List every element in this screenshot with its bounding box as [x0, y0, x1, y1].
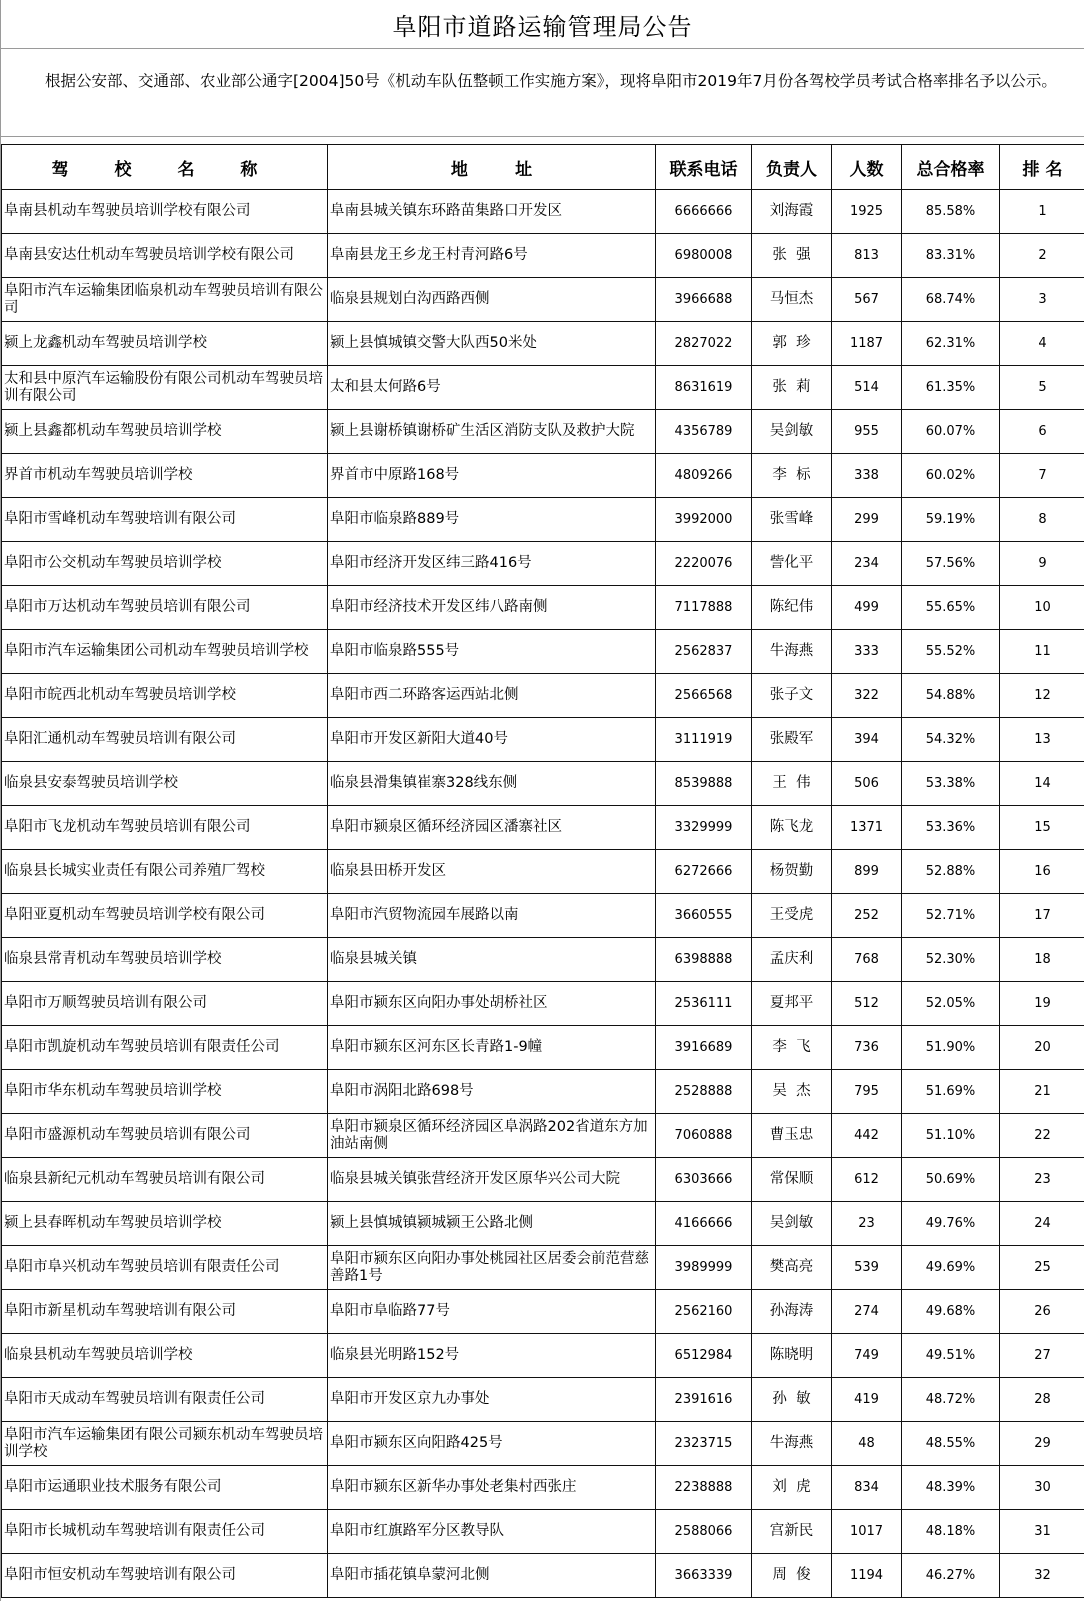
cell-school-name: 阜阳市盛源机动车驾驶员培训有限公司	[2, 1114, 328, 1158]
cell-phone: 2391616	[656, 1378, 752, 1422]
cell-rank: 18	[1000, 938, 1084, 982]
cell-person: 牛海燕	[752, 1422, 832, 1466]
cell-person: 孙 敏	[752, 1378, 832, 1422]
cell-rate: 61.35%	[902, 366, 1000, 410]
cell-person: 李 飞	[752, 1026, 832, 1070]
cell-count: 234	[832, 542, 902, 586]
cell-address: 颍上县慎城镇交警大队西50米处	[328, 322, 656, 366]
cell-school-name: 阜南县机动车驾驶员培训学校有限公司	[2, 190, 328, 234]
cell-school-name: 阜阳市阜兴机动车驾驶员培训有限责任公司	[2, 1246, 328, 1290]
cell-school-name: 阜阳市天成动车驾驶员培训有限责任公司	[2, 1378, 328, 1422]
cell-rate: 59.19%	[902, 498, 1000, 542]
cell-phone: 2827022	[656, 322, 752, 366]
cell-school-name: 阜南县安达仕机动车驾驶员培训学校有限公司	[2, 234, 328, 278]
cell-phone: 2323715	[656, 1422, 752, 1466]
cell-count: 442	[832, 1114, 902, 1158]
cell-rate: 52.88%	[902, 850, 1000, 894]
cell-person: 陈纪伟	[752, 586, 832, 630]
cell-rank: 24	[1000, 1202, 1084, 1246]
cell-school-name: 临泉县安泰驾驶员培训学校	[2, 762, 328, 806]
cell-school-name: 阜阳市长城机动车驾驶培训有限责任公司	[2, 1510, 328, 1554]
table-row	[2, 1422, 1084, 1466]
cell-rank: 2	[1000, 234, 1084, 278]
cell-school-name: 临泉县常青机动车驾驶员培训学校	[2, 938, 328, 982]
cell-address: 阜阳市西二环路客运西站北侧	[328, 674, 656, 718]
cell-school-name: 颍上县春晖机动车驾驶员培训学校	[2, 1202, 328, 1246]
table-header-row	[2, 145, 1084, 190]
cell-rate: 49.69%	[902, 1246, 1000, 1290]
cell-rate: 68.74%	[902, 278, 1000, 322]
table-row	[2, 1466, 1084, 1510]
cell-rate: 51.10%	[902, 1114, 1000, 1158]
cell-address: 颍上县慎城镇颍城颍王公路北侧	[328, 1202, 656, 1246]
cell-count: 813	[832, 234, 902, 278]
cell-phone: 3660555	[656, 894, 752, 938]
cell-person: 张 强	[752, 234, 832, 278]
cell-phone: 3966688	[656, 278, 752, 322]
cell-school-name: 阜阳市凯旋机动车驾驶员培训有限责任公司	[2, 1026, 328, 1070]
cell-school-name: 阜阳亚夏机动车驾驶员培训学校有限公司	[2, 894, 328, 938]
cell-rate: 62.31%	[902, 322, 1000, 366]
cell-address: 阜阳市开发区新阳大道40号	[328, 718, 656, 762]
cell-address: 阜阳市涡阳北路698号	[328, 1070, 656, 1114]
cell-phone: 4356789	[656, 410, 752, 454]
cell-person: 马恒杰	[752, 278, 832, 322]
cell-rate: 48.72%	[902, 1378, 1000, 1422]
cell-address: 阜阳市红旗路军分区教导队	[328, 1510, 656, 1554]
table-row	[2, 1334, 1084, 1378]
cell-rate: 85.58%	[902, 190, 1000, 234]
cell-person: 刘 虎	[752, 1466, 832, 1510]
table-row	[2, 982, 1084, 1026]
cell-school-name: 阜阳市汽车运输集团临泉机动车驾驶员培训有限公司	[2, 278, 328, 322]
cell-rate: 55.65%	[902, 586, 1000, 630]
cell-person: 郭 珍	[752, 322, 832, 366]
cell-phone: 3663339	[656, 1554, 752, 1598]
table-row	[2, 938, 1084, 982]
cell-address: 阜阳市阜临路77号	[328, 1290, 656, 1334]
table-row	[2, 674, 1084, 718]
cell-school-name: 阜阳市皖西北机动车驾驶员培训学校	[2, 674, 328, 718]
cell-count: 795	[832, 1070, 902, 1114]
table-row	[2, 278, 1084, 322]
cell-address: 临泉县城关镇张营经济开发区原华兴公司大院	[328, 1158, 656, 1202]
cell-address: 临泉县光明路152号	[328, 1334, 656, 1378]
cell-rank: 13	[1000, 718, 1084, 762]
cell-phone: 3916689	[656, 1026, 752, 1070]
cell-rate: 51.69%	[902, 1070, 1000, 1114]
cell-phone: 8631619	[656, 366, 752, 410]
cell-school-name: 临泉县机动车驾驶员培训学校	[2, 1334, 328, 1378]
cell-school-name: 阜阳市万顺驾驶员培训有限公司	[2, 982, 328, 1026]
cell-address: 阜阳市经济技术开发区纬八路南侧	[328, 586, 656, 630]
cell-school-name: 颍上县鑫都机动车驾驶员培训学校	[2, 410, 328, 454]
cell-count: 1187	[832, 322, 902, 366]
cell-rate: 52.05%	[902, 982, 1000, 1026]
table-row	[2, 366, 1084, 410]
cell-phone: 3111919	[656, 718, 752, 762]
cell-rate: 54.32%	[902, 718, 1000, 762]
cell-phone: 8539888	[656, 762, 752, 806]
cell-count: 512	[832, 982, 902, 1026]
cell-phone: 2220076	[656, 542, 752, 586]
header-count: 人数	[832, 145, 902, 190]
cell-school-name: 阜阳市新星机动车驾驶培训有限公司	[2, 1290, 328, 1334]
cell-rate: 60.02%	[902, 454, 1000, 498]
table-row	[2, 322, 1084, 366]
cell-phone: 4809266	[656, 454, 752, 498]
table-row	[2, 1158, 1084, 1202]
table-row	[2, 1026, 1084, 1070]
cell-count: 749	[832, 1334, 902, 1378]
cell-rank: 28	[1000, 1378, 1084, 1422]
intro-paragraph: 根据公安部、交通部、农业部公通字[2004]50号《机动车队伍整顿工作实施方案》，现将阜阳市2019年7月份各驾校学员考试合格率排名予以公示。	[1, 49, 1084, 137]
cell-school-name: 阜阳市汽车运输集团有限公司颍东机动车驾驶员培训学校	[2, 1422, 328, 1466]
cell-school-name: 阜阳市万达机动车驾驶员培训有限公司	[2, 586, 328, 630]
cell-person: 张子文	[752, 674, 832, 718]
table-row	[2, 234, 1084, 278]
cell-person: 王 伟	[752, 762, 832, 806]
cell-rank: 20	[1000, 1026, 1084, 1070]
header-school-name: 驾 校 名 称	[2, 145, 328, 190]
cell-count: 48	[832, 1422, 902, 1466]
header-phone: 联系电话	[656, 145, 752, 190]
cell-count: 899	[832, 850, 902, 894]
cell-person: 樊高亮	[752, 1246, 832, 1290]
cell-rate: 46.27%	[902, 1554, 1000, 1598]
cell-count: 514	[832, 366, 902, 410]
cell-address: 阜南县城关镇东环路苗集路口开发区	[328, 190, 656, 234]
cell-rank: 10	[1000, 586, 1084, 630]
cell-rate: 57.56%	[902, 542, 1000, 586]
cell-rank: 1	[1000, 190, 1084, 234]
cell-phone: 6512984	[656, 1334, 752, 1378]
cell-phone: 6272666	[656, 850, 752, 894]
cell-count: 768	[832, 938, 902, 982]
cell-address: 阜阳市经济开发区纬三路416号	[328, 542, 656, 586]
cell-phone: 6398888	[656, 938, 752, 982]
cell-rank: 19	[1000, 982, 1084, 1026]
table-row	[2, 454, 1084, 498]
cell-school-name: 界首市机动车驾驶员培训学校	[2, 454, 328, 498]
cell-phone: 2562837	[656, 630, 752, 674]
cell-person: 訾化平	[752, 542, 832, 586]
cell-person: 杨贺勤	[752, 850, 832, 894]
cell-count: 274	[832, 1290, 902, 1334]
cell-address: 临泉县田桥开发区	[328, 850, 656, 894]
cell-school-name: 阜阳市飞龙机动车驾驶员培训有限公司	[2, 806, 328, 850]
cell-person: 常保顺	[752, 1158, 832, 1202]
cell-count: 612	[832, 1158, 902, 1202]
cell-rank: 32	[1000, 1554, 1084, 1598]
cell-rate: 48.18%	[902, 1510, 1000, 1554]
cell-count: 1194	[832, 1554, 902, 1598]
cell-rank: 14	[1000, 762, 1084, 806]
cell-phone: 2536111	[656, 982, 752, 1026]
cell-person: 宫新民	[752, 1510, 832, 1554]
table-row	[2, 718, 1084, 762]
cell-address: 阜阳市临泉路889号	[328, 498, 656, 542]
cell-school-name: 阜阳市公交机动车驾驶员培训学校	[2, 542, 328, 586]
table-row	[2, 1114, 1084, 1158]
cell-rank: 9	[1000, 542, 1084, 586]
cell-person: 夏邦平	[752, 982, 832, 1026]
cell-phone: 6980008	[656, 234, 752, 278]
cell-school-name: 太和县中原汽车运输股份有限公司机动车驾驶员培训有限公司	[2, 366, 328, 410]
table-row	[2, 1246, 1084, 1290]
cell-rank: 22	[1000, 1114, 1084, 1158]
cell-person: 周 俊	[752, 1554, 832, 1598]
table-row	[2, 1378, 1084, 1422]
cell-count: 567	[832, 278, 902, 322]
cell-count: 499	[832, 586, 902, 630]
cell-count: 736	[832, 1026, 902, 1070]
page-title: 阜阳市道路运输管理局公告	[1, 0, 1084, 49]
cell-address: 颍上县谢桥镇谢桥矿生活区消防支队及救护大院	[328, 410, 656, 454]
cell-phone: 3329999	[656, 806, 752, 850]
cell-person: 吴剑敏	[752, 1202, 832, 1246]
cell-phone: 2528888	[656, 1070, 752, 1114]
cell-person: 刘海霞	[752, 190, 832, 234]
cell-address: 阜阳市颍东区向阳办事处胡桥社区	[328, 982, 656, 1026]
cell-rate: 49.68%	[902, 1290, 1000, 1334]
cell-rate: 51.90%	[902, 1026, 1000, 1070]
header-person: 负责人	[752, 145, 832, 190]
cell-phone: 2566568	[656, 674, 752, 718]
cell-rank: 30	[1000, 1466, 1084, 1510]
cell-address: 阜阳市开发区京九办事处	[328, 1378, 656, 1422]
cell-person: 张殿军	[752, 718, 832, 762]
cell-address: 临泉县滑集镇崔寨328线东侧	[328, 762, 656, 806]
cell-school-name: 阜阳市华东机动车驾驶员培训学校	[2, 1070, 328, 1114]
cell-rate: 50.69%	[902, 1158, 1000, 1202]
cell-phone: 7060888	[656, 1114, 752, 1158]
cell-address: 太和县太何路6号	[328, 366, 656, 410]
cell-phone: 6303666	[656, 1158, 752, 1202]
cell-rate: 49.76%	[902, 1202, 1000, 1246]
header-address: 地 址	[328, 145, 656, 190]
cell-phone: 4166666	[656, 1202, 752, 1246]
cell-school-name: 阜阳市汽车运输集团公司机动车驾驶员培训学校	[2, 630, 328, 674]
cell-rate: 53.36%	[902, 806, 1000, 850]
cell-address: 阜阳市插花镇阜蒙河北侧	[328, 1554, 656, 1598]
cell-rank: 26	[1000, 1290, 1084, 1334]
ranking-table	[1, 144, 1084, 1598]
cell-rank: 17	[1000, 894, 1084, 938]
cell-count: 1371	[832, 806, 902, 850]
cell-address: 阜阳市汽贸物流园车展路以南	[328, 894, 656, 938]
cell-rank: 12	[1000, 674, 1084, 718]
cell-count: 338	[832, 454, 902, 498]
cell-rank: 15	[1000, 806, 1084, 850]
cell-school-name: 阜阳市雪峰机动车驾驶培训有限公司	[2, 498, 328, 542]
table-row	[2, 586, 1084, 630]
cell-rate: 53.38%	[902, 762, 1000, 806]
table-row	[2, 1554, 1084, 1598]
cell-phone: 7117888	[656, 586, 752, 630]
cell-rank: 25	[1000, 1246, 1084, 1290]
cell-school-name: 临泉县新纪元机动车驾驶员培训有限公司	[2, 1158, 328, 1202]
cell-count: 539	[832, 1246, 902, 1290]
table-row	[2, 1290, 1084, 1334]
cell-rank: 4	[1000, 322, 1084, 366]
table-row	[2, 762, 1084, 806]
cell-rank: 31	[1000, 1510, 1084, 1554]
cell-rank: 21	[1000, 1070, 1084, 1114]
header-rank: 排 名	[1000, 145, 1084, 190]
table-row	[2, 1202, 1084, 1246]
cell-school-name: 临泉县长城实业责任有限公司养殖厂驾校	[2, 850, 328, 894]
cell-count: 394	[832, 718, 902, 762]
cell-count: 333	[832, 630, 902, 674]
cell-address: 阜阳市颍东区河东区长青路1-9幢	[328, 1026, 656, 1070]
cell-rank: 5	[1000, 366, 1084, 410]
cell-rank: 23	[1000, 1158, 1084, 1202]
cell-address: 阜阳市颍泉区循环经济园区潘寨社区	[328, 806, 656, 850]
cell-count: 299	[832, 498, 902, 542]
cell-count: 955	[832, 410, 902, 454]
cell-phone: 2238888	[656, 1466, 752, 1510]
cell-person: 王受虎	[752, 894, 832, 938]
cell-rank: 7	[1000, 454, 1084, 498]
cell-rate: 83.31%	[902, 234, 1000, 278]
table-row	[2, 1070, 1084, 1114]
cell-rate: 60.07%	[902, 410, 1000, 454]
cell-person: 张 莉	[752, 366, 832, 410]
cell-rank: 16	[1000, 850, 1084, 894]
cell-person: 牛海燕	[752, 630, 832, 674]
cell-rate: 52.30%	[902, 938, 1000, 982]
cell-rank: 8	[1000, 498, 1084, 542]
cell-school-name: 阜阳汇通机动车驾驶员培训有限公司	[2, 718, 328, 762]
table-row	[2, 806, 1084, 850]
cell-school-name: 颍上龙鑫机动车驾驶员培训学校	[2, 322, 328, 366]
cell-address: 阜南县龙王乡龙王村青河路6号	[328, 234, 656, 278]
cell-person: 吴 杰	[752, 1070, 832, 1114]
cell-address: 阜阳市临泉路555号	[328, 630, 656, 674]
cell-person: 曹玉忠	[752, 1114, 832, 1158]
cell-phone: 3989999	[656, 1246, 752, 1290]
cell-school-name: 阜阳市运通职业技术服务有限公司	[2, 1466, 328, 1510]
table-row	[2, 894, 1084, 938]
cell-phone: 6666666	[656, 190, 752, 234]
cell-rate: 48.55%	[902, 1422, 1000, 1466]
cell-count: 1925	[832, 190, 902, 234]
cell-count: 322	[832, 674, 902, 718]
cell-count: 1017	[832, 1510, 902, 1554]
cell-count: 506	[832, 762, 902, 806]
cell-phone: 3992000	[656, 498, 752, 542]
cell-person: 陈飞龙	[752, 806, 832, 850]
cell-rate: 54.88%	[902, 674, 1000, 718]
table-body	[2, 190, 1084, 1598]
table-row	[2, 542, 1084, 586]
table-row	[2, 190, 1084, 234]
table-row	[2, 498, 1084, 542]
table-row	[2, 1510, 1084, 1554]
cell-address: 阜阳市颍东区新华办事处老集村西张庄	[328, 1466, 656, 1510]
cell-address: 阜阳市颍东区向阳路425号	[328, 1422, 656, 1466]
cell-rank: 3	[1000, 278, 1084, 322]
cell-rank: 29	[1000, 1422, 1084, 1466]
cell-count: 834	[832, 1466, 902, 1510]
cell-phone: 2562160	[656, 1290, 752, 1334]
cell-person: 李 标	[752, 454, 832, 498]
cell-person: 陈晓明	[752, 1334, 832, 1378]
cell-count: 23	[832, 1202, 902, 1246]
cell-rank: 6	[1000, 410, 1084, 454]
cell-school-name: 阜阳市恒安机动车驾驶培训有限公司	[2, 1554, 328, 1598]
cell-rank: 27	[1000, 1334, 1084, 1378]
cell-address: 临泉县规划白沟西路西侧	[328, 278, 656, 322]
cell-address: 阜阳市颍东区向阳办事处桃园社区居委会前范营慈善路1号	[328, 1246, 656, 1290]
cell-person: 孙海涛	[752, 1290, 832, 1334]
cell-count: 252	[832, 894, 902, 938]
cell-rate: 55.52%	[902, 630, 1000, 674]
cell-rate: 48.39%	[902, 1466, 1000, 1510]
cell-rank: 11	[1000, 630, 1084, 674]
cell-address: 临泉县城关镇	[328, 938, 656, 982]
cell-address: 界首市中原路168号	[328, 454, 656, 498]
table-row	[2, 410, 1084, 454]
cell-person: 张雪峰	[752, 498, 832, 542]
table-row	[2, 850, 1084, 894]
header-rate: 总合格率	[902, 145, 1000, 190]
cell-rate: 52.71%	[902, 894, 1000, 938]
cell-address: 阜阳市颍泉区循环经济园区阜涡路202省道东方加油站南侧	[328, 1114, 656, 1158]
table-row	[2, 630, 1084, 674]
cell-rate: 49.51%	[902, 1334, 1000, 1378]
cell-count: 419	[832, 1378, 902, 1422]
cell-person: 吴剑敏	[752, 410, 832, 454]
cell-phone: 2588066	[656, 1510, 752, 1554]
cell-person: 孟庆利	[752, 938, 832, 982]
